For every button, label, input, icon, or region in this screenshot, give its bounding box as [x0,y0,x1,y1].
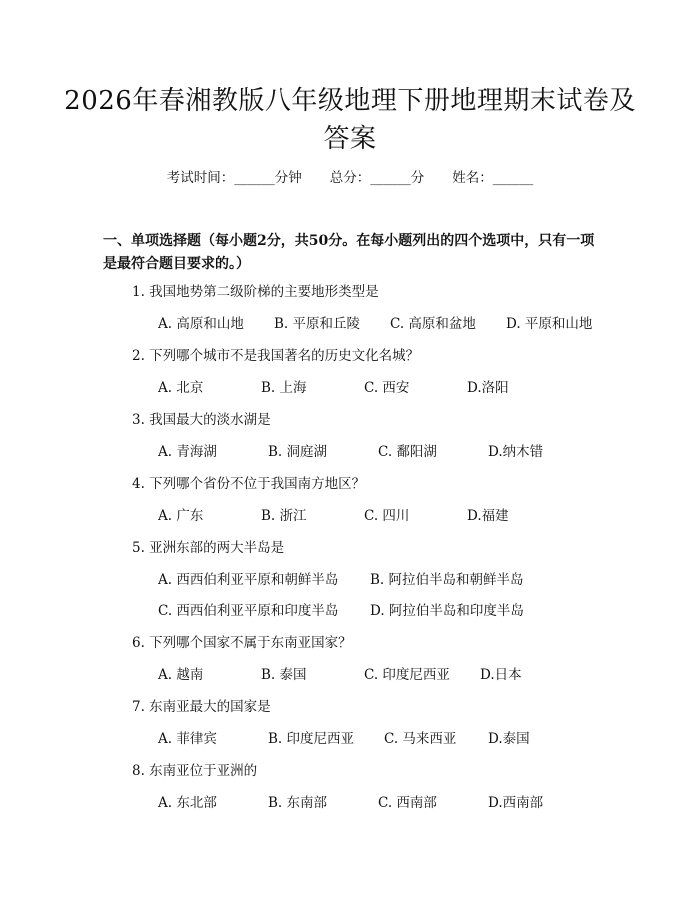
total-score-field: 总分：______分 [329,170,425,186]
option-c: C. 西安 [364,380,410,396]
option-b: B. 上海 [261,380,307,396]
option-a: A. 北京 [158,380,204,396]
option-c: C. 印度尼西亚 [364,667,450,683]
question-stem: 4. 下列哪个省份不位于我国南方地区？ [132,476,366,492]
section-heading-multiple-choice: 一、单项选择题（每小题2分，共50分。在每小题列出的四个选项中，只有一项是最符合题目要求的。） [103,233,595,272]
option-d: D.日本 [480,667,522,683]
option-b: B. 印度尼西亚 [268,731,355,747]
option-a: A. 高原和山地 [158,316,244,332]
option-d: D. 阿拉伯半岛和印度半岛 [370,603,524,619]
option-d: D.泰国 [488,731,530,747]
exam-time-field: 考试时间：______分钟 [166,170,302,186]
option-c: C. 四川 [364,508,410,524]
option-d: D.纳木错 [488,444,544,460]
option-a: A. 广东 [158,508,204,524]
option-d: D.洛阳 [467,380,509,396]
question-stem: 5. 亚洲东部的两大半岛是 [132,540,285,556]
option-c: C. 高原和盆地 [390,316,476,332]
option-d: D. 平原和山地 [506,316,593,332]
question-stem: 6. 下列哪个国家不属于东南亚国家？ [132,635,352,651]
option-a: A. 越南 [158,667,204,683]
question-stem: 2. 下列哪个城市不是我国著名的历史文化名城？ [132,348,420,364]
option-b: B. 平原和丘陵 [274,316,361,332]
option-b: B. 洞庭湖 [268,444,328,460]
option-c: C. 鄱阳湖 [378,444,437,460]
option-c: C. 马来西亚 [384,731,457,747]
student-name-field: 姓名：______ [452,170,534,186]
question-stem: 7. 东南亚最大的国家是 [132,699,271,715]
question-stem: 1. 我国地势第二级阶梯的主要地形类型是 [132,284,379,300]
option-a: A. 东北部 [158,795,217,811]
exam-info-line [0,168,700,188]
question-stem: 3. 我国最大的淡水湖是 [132,412,271,428]
option-d: D.福建 [467,508,509,524]
option-b: B. 东南部 [268,795,328,811]
option-a: A. 青海湖 [158,444,217,460]
exam-title: 2026年春湘教版八年级地理下册地理期末试卷及答案 [64,86,636,154]
option-a: A. 菲律宾 [158,731,217,747]
option-b: B. 浙江 [261,508,307,524]
option-c: C. 西西伯利亚平原和印度半岛 [158,603,339,619]
option-b: B. 泰国 [261,667,307,683]
question-stem: 8. 东南亚位于亚洲的 [132,763,258,779]
option-a: A. 西西伯利亚平原和朝鲜半岛 [158,572,339,588]
option-d: D.西南部 [488,795,544,811]
option-b: B. 阿拉伯半岛和朝鲜半岛 [370,572,524,588]
option-c: C. 西南部 [378,795,437,811]
